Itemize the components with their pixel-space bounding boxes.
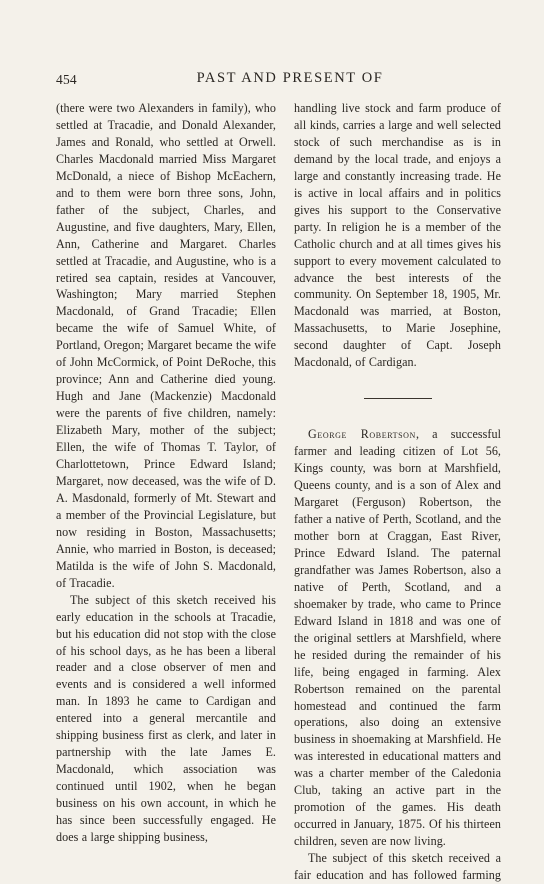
paragraph-robertson-education: The subject of this sketch received a fair education and has followed farming (294, 851, 501, 883)
running-title: PAST AND PRESENT OF (196, 70, 384, 86)
page-number: 454 (56, 72, 77, 87)
paragraph-macdonald-business: handling live stock and farm produce of all kinds, carries a large and well selected stock of such merchandise as is in demand by the local trade, and enjoys a large and constantly increasing trade. He is active in local affairs and in politics gives his support to the Conservative party. In religion he is a member of the Catholic church and at all times gives his support to every movement calculated to advance the best interests of the community. On September 18, 1905, Mr. Macdonald was married, at Boston, Massachusetts, to Marie Josephine, second daughter of Capt. Joseph Macdonald, of Cardigan. (294, 101, 501, 370)
section-divider (364, 398, 432, 399)
paragraph-macdonald-family: (there were two Alexanders in family), who settled at Tracadie, and Donald Alexander, James and Ronald, who settled at Orwell. Charles Macdonald married Miss Margaret McDonald, a niece of Bishop McEachern, and to them were born three sons, John, father of the subject, Charles, and Augustine, and five daughters, Mary, Ellen, Ann, Catherine and Margaret. Charles settled at Tracadie, and Augustine, who is a retired sea captain, resides at Vancouver, Washington; Mary married Stephen Macdonald, of Grand Tracadie; Ellen became the wife of Samuel White, of Portland, Oregon; Margaret became the wife of John McCormick, of Point DeRoche, this province; Ann and Catherine died young. Hugh and Jane (Mackenzie) Macdonald were the parents of five children, namely: Elizabeth Mary, mother of the subject; Ellen, the wife of Thomas T. Taylor, of Charlottetown, Prince Edward Island; Margaret, now deceased, was the wife of D. A. Masdonald, formerly of Mt. Stewart and a member of the Provincial Legislature, but now residing in Boston, Massachusetts; Annie, who married in Boston, is deceased; Matilda is the wife of John S. Macdonald, of Tracadie. (56, 101, 276, 590)
left-column (56, 100, 276, 846)
page-header (56, 70, 502, 90)
paragraph-macdonald-career: The subject of this sketch received his early education in the schools at Tracadie, but his education did not stop with the close of his school days, as he has been a liberal reader and a close observer of men and events and is considered a well informed man. In 1893 he came to Cardigan and entered into a general mercantile and shipping business first as clerk, and later in partnership with the late James E. Macdonald, which association was continued until 1902, when he began business on his own account, in which he has since been successfully engaged. He does a large shipping business, (56, 592, 276, 844)
biography-name: George Robertson (308, 427, 416, 442)
right-column (294, 100, 501, 884)
paragraph-robertson-bio (294, 426, 501, 850)
biography-text: , a successful farmer and leading citizen of Lot 56, Kings county, was born at Marshfield, Queens county, and is a son of Alex and Margaret (Ferguson) Robertson, the father a native of Perth, Scotland, and the mother born at Craggan, East River, Prince Edward Island. The paternal grandfather was James Robertson, also a native of Perth, Scotland, and a shoemaker by trade, who came to Prince Edward Island in 1818 and was one of the original settlers at Marshfield, where he resided during the remainder of his life, being engaged in farming. Alex Robertson remained on the parental homestead and continued the farm operations, also doing an extensive business in shoemaking at Marshfield. He was interested in educational matters and was a charter member of the Caledonia Club, taking an active part in the promotion of the games. His death occurred in January, 1875. Of his thirteen children, seven are now living. (294, 427, 501, 849)
